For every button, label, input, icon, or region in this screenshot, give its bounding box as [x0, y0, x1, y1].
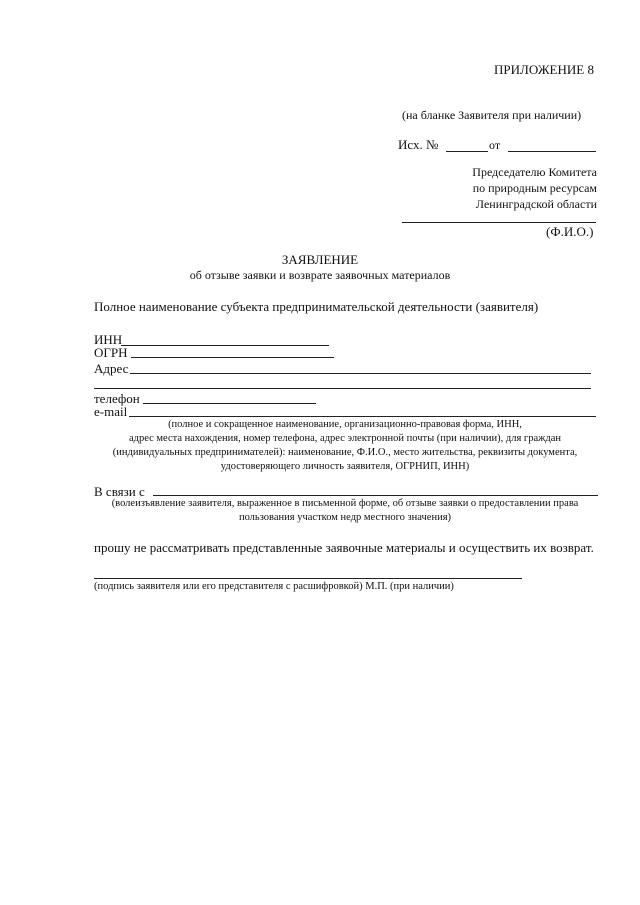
applicant-note-line-3: (индивидуальных предпринимателей): наименование, Ф.И.О., место жительства, реквизиты документа, [112, 447, 578, 458]
document-title: ЗАЯВЛЕНИЕ [281, 252, 359, 267]
reason-note-line-1: (волеизъявление заявителя, выраженное в письменной форме, об отзыве заявки о предоставлении права [111, 498, 579, 509]
addressee-line-3: Ленинградской области [475, 197, 597, 211]
applicant-note-line-4: удостоверяющего личность заявителя, ОГРНИП, ИНН) [220, 461, 470, 472]
outgoing-date-field[interactable] [508, 151, 596, 152]
outgoing-date-label: от [489, 138, 501, 152]
inn-label: ИНН [94, 332, 123, 347]
address-label: Адрес [94, 361, 129, 376]
inn-field[interactable] [121, 345, 329, 346]
addressee-block [472, 164, 597, 212]
document-subtitle: об отзыве заявки и возврате заявочных материалов [189, 268, 451, 282]
applicant-note [94, 418, 596, 474]
applicant-note-line-1: (полное и сокращенное наименование, организационно-правовая форма, ИНН, [168, 419, 522, 430]
ogrn-field[interactable] [131, 357, 334, 358]
fio-caption: (Ф.И.О.) [546, 224, 594, 239]
applicant-heading: Полное наименование субъекта предпринимательской деятельности (заявителя) [94, 299, 539, 314]
email-field[interactable] [129, 416, 596, 417]
address-field[interactable] [130, 373, 591, 374]
ogrn-label: ОГРН [94, 345, 128, 360]
phone-label: телефон [94, 391, 140, 406]
reason-note [94, 497, 596, 525]
request-text: прошу не рассматривать представленные заявочные материалы и осуществить их возврат. [94, 540, 594, 555]
signature-note: (подпись заявителя или его представителя с расшифровкой) М.П. (при наличии) [94, 581, 454, 592]
phone-field[interactable] [143, 403, 316, 404]
reason-note-line-2: пользования участком недр местного значения) [238, 512, 452, 523]
appendix-label: ПРИЛОЖЕНИЕ 8 [494, 62, 594, 77]
outgoing-number-field[interactable] [446, 151, 488, 152]
signature-field[interactable] [94, 578, 522, 579]
fio-field[interactable] [402, 222, 596, 223]
applicant-note-line-2: адрес места нахождения, номер телефона, адрес электронной почты (при наличии), для граждан [128, 433, 562, 444]
email-label: e-mail [94, 404, 128, 419]
reason-label: В связи с [94, 484, 145, 499]
reason-field[interactable] [153, 495, 598, 496]
outgoing-number-label: Исх. № [398, 137, 439, 152]
letterhead-note: (на бланке Заявителя при наличии) [402, 108, 582, 122]
addressee-line-2: по природным ресурсам [472, 181, 597, 195]
addressee-line-1: Председателю Комитета [472, 165, 597, 179]
address-field-line-2[interactable] [94, 388, 591, 389]
